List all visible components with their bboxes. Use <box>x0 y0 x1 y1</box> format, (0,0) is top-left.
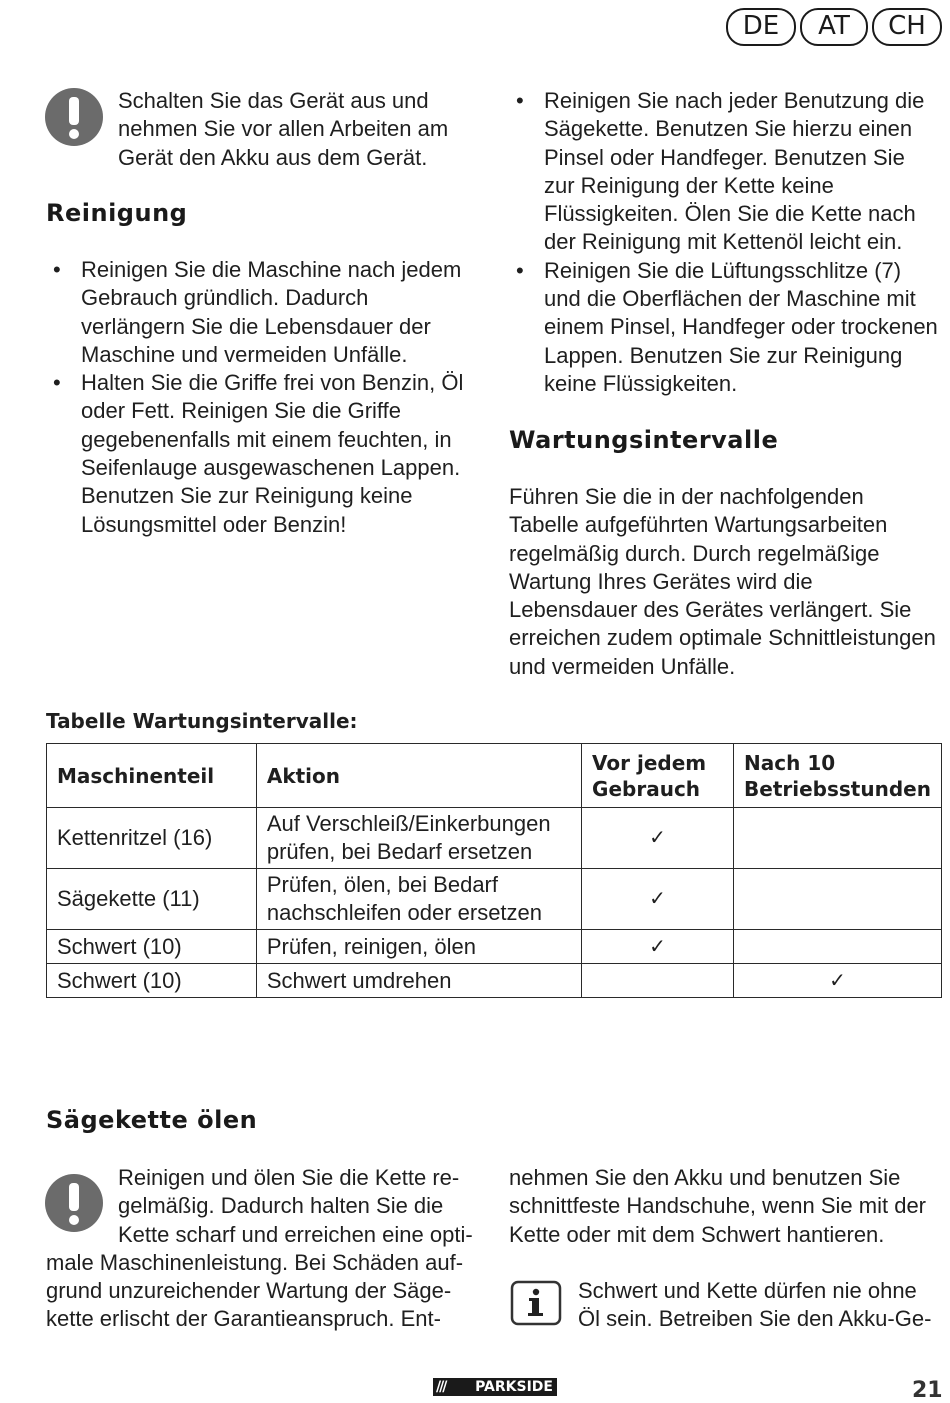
table-header-row <box>47 744 942 808</box>
column-header: Maschinenteil <box>47 744 257 808</box>
table-cell-empty <box>582 964 734 998</box>
text-line: Öl sein. Betreiben Sie den Akku-Ge- <box>578 1306 932 1332</box>
section-heading-saegekette-oelen: Sägekette ölen <box>46 1106 258 1134</box>
country-badge-at: AT <box>800 8 868 46</box>
country-badge-de: DE <box>726 8 796 46</box>
brand-name: PARKSIDE <box>475 1379 553 1395</box>
text-line: schnittfeste Handschuhe, wenn Sie mit der <box>509 1193 927 1219</box>
cleaning-list-continued <box>508 87 940 398</box>
section-heading-wartungsintervalle: Wartungsintervalle <box>509 426 779 454</box>
maintenance-table <box>46 743 942 998</box>
text-line: grund unzureichender Wartung der Säge- <box>46 1278 452 1304</box>
table-cell-action: Prüfen, reinigen, ölen <box>256 930 581 964</box>
table-row <box>47 808 942 869</box>
table-cell-action: Prüfen, ölen, bei Bedarf nachschleifen oder ersetzen <box>256 869 581 930</box>
text-line: kette erlischt der Garantieanspruch. Ent- <box>46 1306 441 1332</box>
column-header: Vor jedem Gebrauch <box>582 744 734 808</box>
column-header: Nach 10 Betriebsstunden <box>734 744 942 808</box>
text-line: Schwert und Kette dürfen nie ohne <box>578 1278 917 1303</box>
country-badge-ch: CH <box>872 8 942 46</box>
table-cell-action: Schwert umdrehen <box>256 964 581 998</box>
table-cell-part: Schwert (10) <box>47 964 257 998</box>
check-icon: ✓ <box>582 869 734 930</box>
info-text <box>578 1277 940 1334</box>
table-cell-part: Kettenritzel (16) <box>47 808 257 869</box>
info-icon <box>510 1280 562 1326</box>
table-row <box>47 964 942 998</box>
text-line: male Maschinenleistung. Bei Schäden auf- <box>46 1249 464 1275</box>
warning-text: Schalten Sie das Gerät aus und nehmen Sie vor allen Arbeiten am Gerät den Akku aus dem Gerät. <box>118 88 449 170</box>
table-cell-part: Schwert (10) <box>47 930 257 964</box>
text-line: gelmäßig. Dadurch halten Sie die <box>118 1193 444 1219</box>
table-row <box>47 930 942 964</box>
table-row <box>47 869 942 930</box>
list-item: • Halten Sie die Griffe frei von Benzin, Öl oder Fett. Reinigen Sie die Griffe gegebenenfalls mit einem feuchten, in Seifenlauge ausgewaschenen Lappen. Benutzen Sie zur Reinigung keine Lösungsmittel oder Benzin! <box>45 369 475 539</box>
text-line: Reinigen und ölen Sie die Kette re- <box>118 1165 460 1190</box>
check-icon: ✓ <box>734 964 942 998</box>
cleaning-list <box>45 256 475 539</box>
table-caption: Tabelle Wartungsintervalle: <box>46 709 358 733</box>
table-cell-empty <box>734 930 942 964</box>
list-item: • Reinigen Sie die Lüftungsschlitze (7) und die Oberflächen der Maschine mit einem Pinsel, Handfeger oder trockenen Lappen. Benutzen Sie zur Reinigung keine Flüssigkeiten. <box>508 257 940 398</box>
list-item: • Reinigen Sie nach jeder Benutzung die Sägekette. Benutzen Sie hierzu einen Pinsel oder Handfeger. Benutzen Sie zur Reinigung der Kette keine Flüssigkeiten. Ölen Sie die Kette nach der Reinigung mit Kettenöl leicht ein. <box>508 87 940 257</box>
column-header: Aktion <box>256 744 581 808</box>
table-cell-empty <box>734 808 942 869</box>
list-item: • Reinigen Sie die Maschine nach jedem Gebrauch gründlich. Dadurch verlängern Sie die Lebensdauer der Maschine und vermeiden Unfälle. <box>45 256 475 369</box>
section-heading-reinigung: Reinigung <box>46 199 188 227</box>
oiling-warning-text <box>46 1164 486 1334</box>
text-line: Kette scharf und erreichen eine opti- <box>118 1221 473 1247</box>
page-number: 21 <box>912 1378 943 1403</box>
table-cell-empty <box>734 869 942 930</box>
brand-logo <box>433 1378 557 1396</box>
maintenance-paragraph: Führen Sie die in der nachfolgenden Tabelle aufgeführten Wartungsarbeiten regelmäßig durch. Durch regelmäßige Wartung Ihres Gerätes wird die Lebensdauer des Gerätes verlängert. Sie erreichen zudem optimale Schnittleistungen und vermeiden Unfälle. <box>509 484 936 679</box>
warning-icon <box>43 86 105 148</box>
text-line: Kette oder mit dem Schwert hantieren. <box>509 1221 885 1247</box>
table-cell-part: Sägekette (11) <box>47 869 257 930</box>
table-cell-action: Auf Verschleiß/Einkerbungen prüfen, bei Bedarf ersetzen <box>256 808 581 869</box>
logo-stripes-icon: /// <box>436 1379 446 1395</box>
text-line: nehmen Sie den Akku und benutzen Sie <box>509 1165 901 1190</box>
check-icon: ✓ <box>582 808 734 869</box>
check-icon: ✓ <box>582 930 734 964</box>
oiling-warning-text-continued <box>509 1164 939 1249</box>
